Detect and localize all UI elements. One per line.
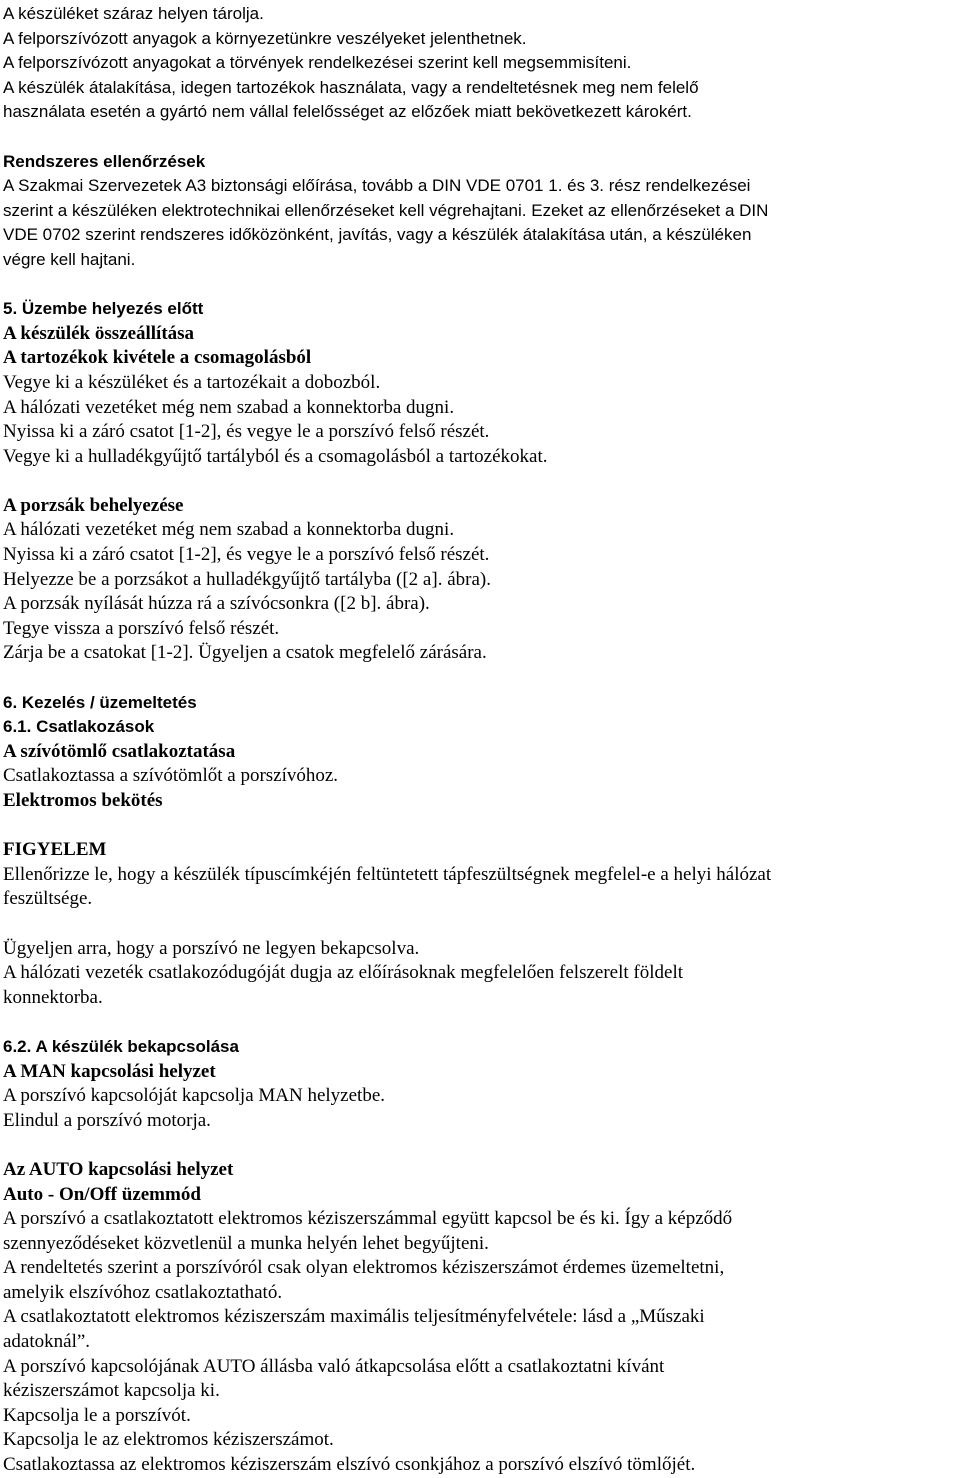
- text-line: Helyezze be a porzsákot a hulladékgyűjtő tartályba ([2 a]. ábra).: [3, 568, 491, 590]
- text-line: feszültsége.: [3, 888, 93, 910]
- text-line: Nyissa ki a záró csatot [1-2], és vegye le a porszívó felső részét.: [3, 544, 490, 566]
- text-line: végre kell hajtani.: [3, 249, 136, 269]
- text-line: Tegye vissza a porszívó felső részét.: [3, 617, 280, 639]
- text-line: Zárja be a csatokat [1-2]. Ügyeljen a csatok megfelelő zárására.: [3, 642, 487, 664]
- section-heading: 6. Kezelés / üzemeltetés: [3, 692, 197, 712]
- text-line: Nyissa ki a záró csatot [1-2], és vegye le a porszívó felső részét.: [3, 421, 490, 443]
- paragraph-gap: [3, 666, 957, 691]
- text-line: szerint a készüléken elektrotechnikai ellenőrzéseket kell végrehajtani. Ezeket az ellenőrzéseket a DIN: [3, 200, 769, 220]
- text-line: Vegye ki a készüléket és a tartozékait a dobozból.: [3, 371, 381, 393]
- text-line: Elindul a porszívó motorja.: [3, 1109, 211, 1131]
- paragraph-gap: [3, 1010, 957, 1035]
- text-line: Csatlakoztassa a szívótömlőt a porszívóhoz.: [3, 765, 339, 787]
- text-line: A hálózati vezeték csatlakozódugóját dugja az előírásoknak megfelelően felszerelt földelt: [3, 962, 684, 984]
- text-line: A készüléket száraz helyen tárolja.: [3, 4, 264, 23]
- text-line: Ellenőrizze le, hogy a készülék típuscímkéjén feltüntetett tápfeszültségnek megfelel-e a helyi hálózat: [3, 863, 772, 885]
- text-line: A porszívó a csatlakoztatott elektromos kéziszerszámmal együtt kapcsol be és ki. Így a képződő: [3, 1208, 733, 1230]
- text-line: konnektorba.: [3, 986, 103, 1008]
- text-line: A készülék átalakítása, idegen tartozékok használata, vagy a rendeltetésnek meg nem felelő: [3, 77, 699, 97]
- text-line: Kapcsolja le a porszívót.: [3, 1404, 191, 1426]
- text-line: Ügyeljen arra, hogy a porszívó ne legyen bekapcsolva.: [3, 937, 420, 959]
- paragraph-gap: [3, 912, 957, 937]
- text-line: VDE 0702 szerint rendszeres időközönként, javítás, vagy a készülék átalakítása után, a készüléken: [3, 225, 752, 245]
- paragraph-gap: [3, 125, 957, 150]
- section-heading: FIGYELEM: [3, 839, 107, 861]
- section-heading: A porzsák behelyezése: [3, 494, 184, 516]
- section-heading: A szívótömlő csatlakoztatása: [3, 740, 236, 762]
- manual-page: [3, 2, 957, 1478]
- text-line: Csatlakoztassa az elektromos kéziszerszám elszívó csonkjához a porszívó elszívó tömlőjét.: [3, 1454, 696, 1476]
- section-heading: 6.1. Csatlakozások: [3, 717, 155, 737]
- text-line: kéziszerszámot kapcsolja ki.: [3, 1380, 220, 1402]
- text-line: A porszívó kapcsolójának AUTO állásba való átkapcsolása előtt a csatlakoztatni kívánt: [3, 1355, 665, 1377]
- text-line: A felporszívózott anyagokat a törvények rendelkezései szerint kell megsemmisíteni.: [3, 53, 632, 73]
- section-heading: 6.2. A készülék bekapcsolása: [3, 1036, 239, 1056]
- paragraph-gap: [3, 469, 957, 494]
- text-line: A porszívó kapcsolóját kapcsolja MAN helyzetbe.: [3, 1085, 386, 1107]
- text-line: A hálózati vezetéket még nem szabad a konnektorba dugni.: [3, 519, 455, 541]
- paragraph-gap: [3, 273, 957, 298]
- section-heading: A készülék összeállítása: [3, 322, 195, 344]
- text-line: használata esetén a gyártó nem vállal felelősséget az előzőek miatt bekövetkezett károkért.: [3, 102, 692, 122]
- section-heading: Elektromos bekötés: [3, 790, 163, 811]
- text-line: Vegye ki a hulladékgyűjtő tartályból és a csomagolásból a tartozékokat.: [3, 445, 548, 467]
- text-line: A csatlakoztatott elektromos kéziszerszám maximális teljesítményfelvétele: lásd a „Műszaki: [3, 1306, 705, 1328]
- text-line: amelyik elszívóhoz csatlakoztatható.: [3, 1281, 283, 1303]
- section-heading: A tartozékok kivétele a csomagolásból: [3, 347, 312, 369]
- text-line: A rendeltetés szerint a porszívóról csak olyan elektromos kéziszerszámot érdemes üzemeltetni,: [3, 1257, 725, 1279]
- section-heading: 5. Üzembe helyezés előtt: [3, 299, 204, 319]
- text-line: A hálózati vezetéket még nem szabad a konnektorba dugni.: [3, 396, 455, 418]
- section-heading: Auto - On/Off üzemmód: [3, 1183, 201, 1205]
- text-line: A porzsák nyílását húzza rá a szívócsonkra ([2 b]. ábra).: [3, 593, 430, 615]
- paragraph-gap: [3, 814, 957, 839]
- section-heading: A MAN kapcsolási helyzet: [3, 1060, 216, 1082]
- text-line: A felporszívózott anyagok a környezetünkre veszélyeket jelenthetnek.: [3, 28, 527, 48]
- text-line: Kapcsolja le az elektromos kéziszerszámot.: [3, 1429, 334, 1451]
- text-line: A Szakmai Szervezetek A3 biztonsági előírása, tovább a DIN VDE 0701 1. és 3. rész rendelkezései: [3, 176, 751, 196]
- text-line: szennyeződéseket közvetlenül a munka helyén lehet begyűjteni.: [3, 1232, 489, 1254]
- section-heading: Az AUTO kapcsolási helyzet: [3, 1158, 234, 1180]
- text-line: adatoknál”.: [3, 1331, 91, 1353]
- paragraph-gap: [3, 1133, 957, 1158]
- section-heading: Rendszeres ellenőrzések: [3, 151, 206, 171]
